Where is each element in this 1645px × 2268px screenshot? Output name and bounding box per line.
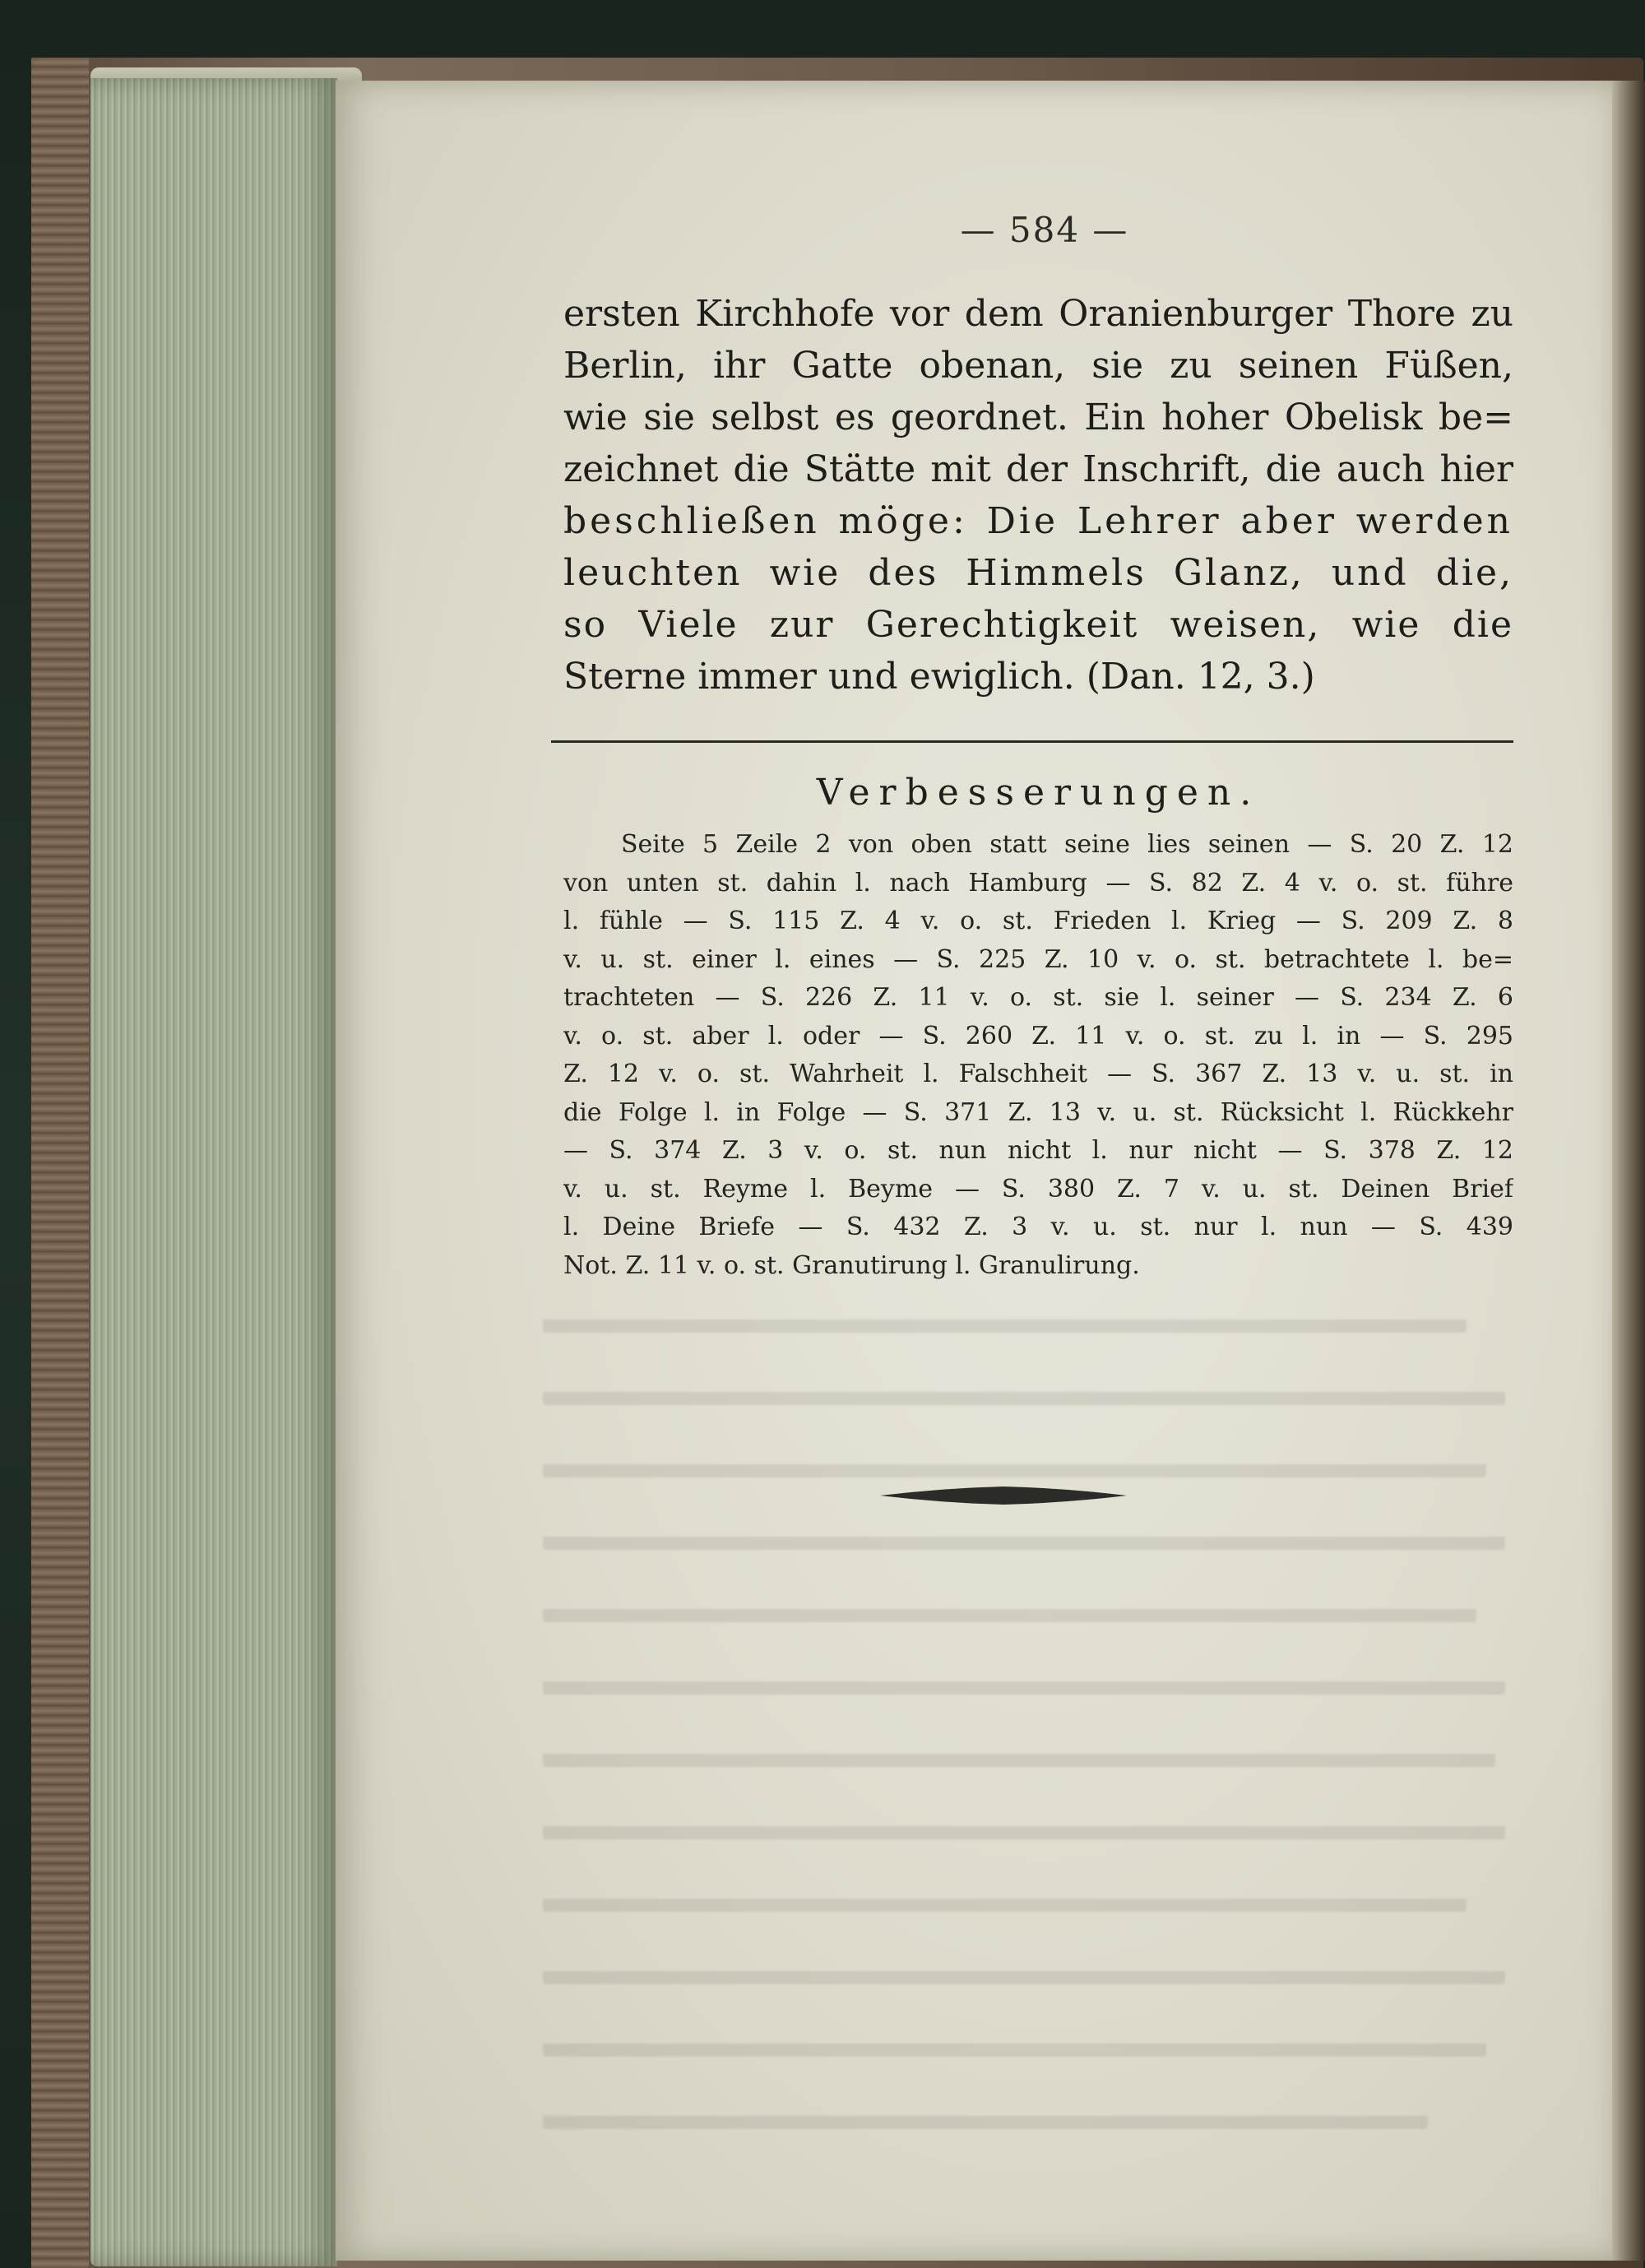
end-ornament-icon bbox=[880, 1485, 1127, 1506]
errata-line: Z. 12 v. o. st. Wahrheit l. Falschheit — S. 367 Z. 13 v. u. st. in bbox=[563, 1060, 1513, 1088]
errata-line: Seite 5 Zeile 2 von oben statt seine lies seinen — S. 20 Z. 12 bbox=[621, 830, 1513, 859]
errata-line: die Folge l. in Folge — S. 371 Z. 13 v. u. st. Rücksicht l. Rückkehr bbox=[563, 1097, 1513, 1127]
page-edges-stack bbox=[90, 78, 337, 2266]
errata-line: v. o. st. aber l. oder — S. 260 Z. 11 v. o. st. zu l. in — S. 295 bbox=[563, 1021, 1513, 1051]
errata-line: trachteten — S. 226 Z. 11 v. o. st. sie l. seiner — S. 234 Z. 6 bbox=[563, 983, 1513, 1012]
text-line: wie sie selbst es geordnet. Ein hoher Obelisk be= bbox=[563, 397, 1513, 438]
section-divider-rule bbox=[551, 740, 1513, 743]
text-line: Berlin, ihr Gatte obenan, sie zu seinen Füßen, bbox=[563, 345, 1513, 387]
text-line: zeichnet die Stätte mit der Inschrift, die auch hier bbox=[563, 448, 1513, 490]
errata-line: von unten st. dahin l. nach Hamburg — S. 82 Z. 4 v. o. st. führe bbox=[563, 868, 1513, 897]
errata-heading: Verbesserungen. bbox=[816, 772, 1261, 814]
text-line: Sterne immer und ewiglich. (Dan. 12, 3.) bbox=[563, 656, 1315, 698]
text-line: beschließen möge: Die Lehrer aber werden bbox=[563, 500, 1513, 542]
page-number: — 584 — bbox=[960, 210, 1129, 250]
errata-line: v. u. st. Reyme l. Beyme — S. 380 Z. 7 v. u. st. Deinen Brief bbox=[563, 1174, 1513, 1204]
page-right-shadow bbox=[1612, 81, 1645, 2261]
errata-line: v. u. st. einer l. eines — S. 225 Z. 10 v. o. st. betrachtete l. be= bbox=[563, 944, 1513, 974]
errata-list bbox=[563, 826, 1513, 1285]
text-line: so Viele zur Gerechtigkeit weisen, wie die bbox=[563, 604, 1513, 646]
errata-line: — S. 374 Z. 3 v. o. st. nun nicht l. nur nicht — S. 378 Z. 12 bbox=[563, 1136, 1513, 1165]
errata-line: Not. Z. 11 v. o. st. Granutirung l. Granulirung. bbox=[563, 1250, 1140, 1280]
errata-line: l. fühle — S. 115 Z. 4 v. o. st. Frieden l. Krieg — S. 209 Z. 8 bbox=[563, 907, 1513, 935]
main-text bbox=[563, 288, 1513, 703]
text-line: ersten Kirchhofe vor dem Oranienburger Thore zu bbox=[563, 293, 1513, 335]
errata-line: l. Deine Briefe — S. 432 Z. 3 v. u. st. nur l. nun — S. 439 bbox=[563, 1213, 1513, 1241]
text-line: leuchten wie des Himmels Glanz, und die, bbox=[563, 552, 1513, 594]
cover-spine-edge bbox=[31, 58, 89, 2268]
